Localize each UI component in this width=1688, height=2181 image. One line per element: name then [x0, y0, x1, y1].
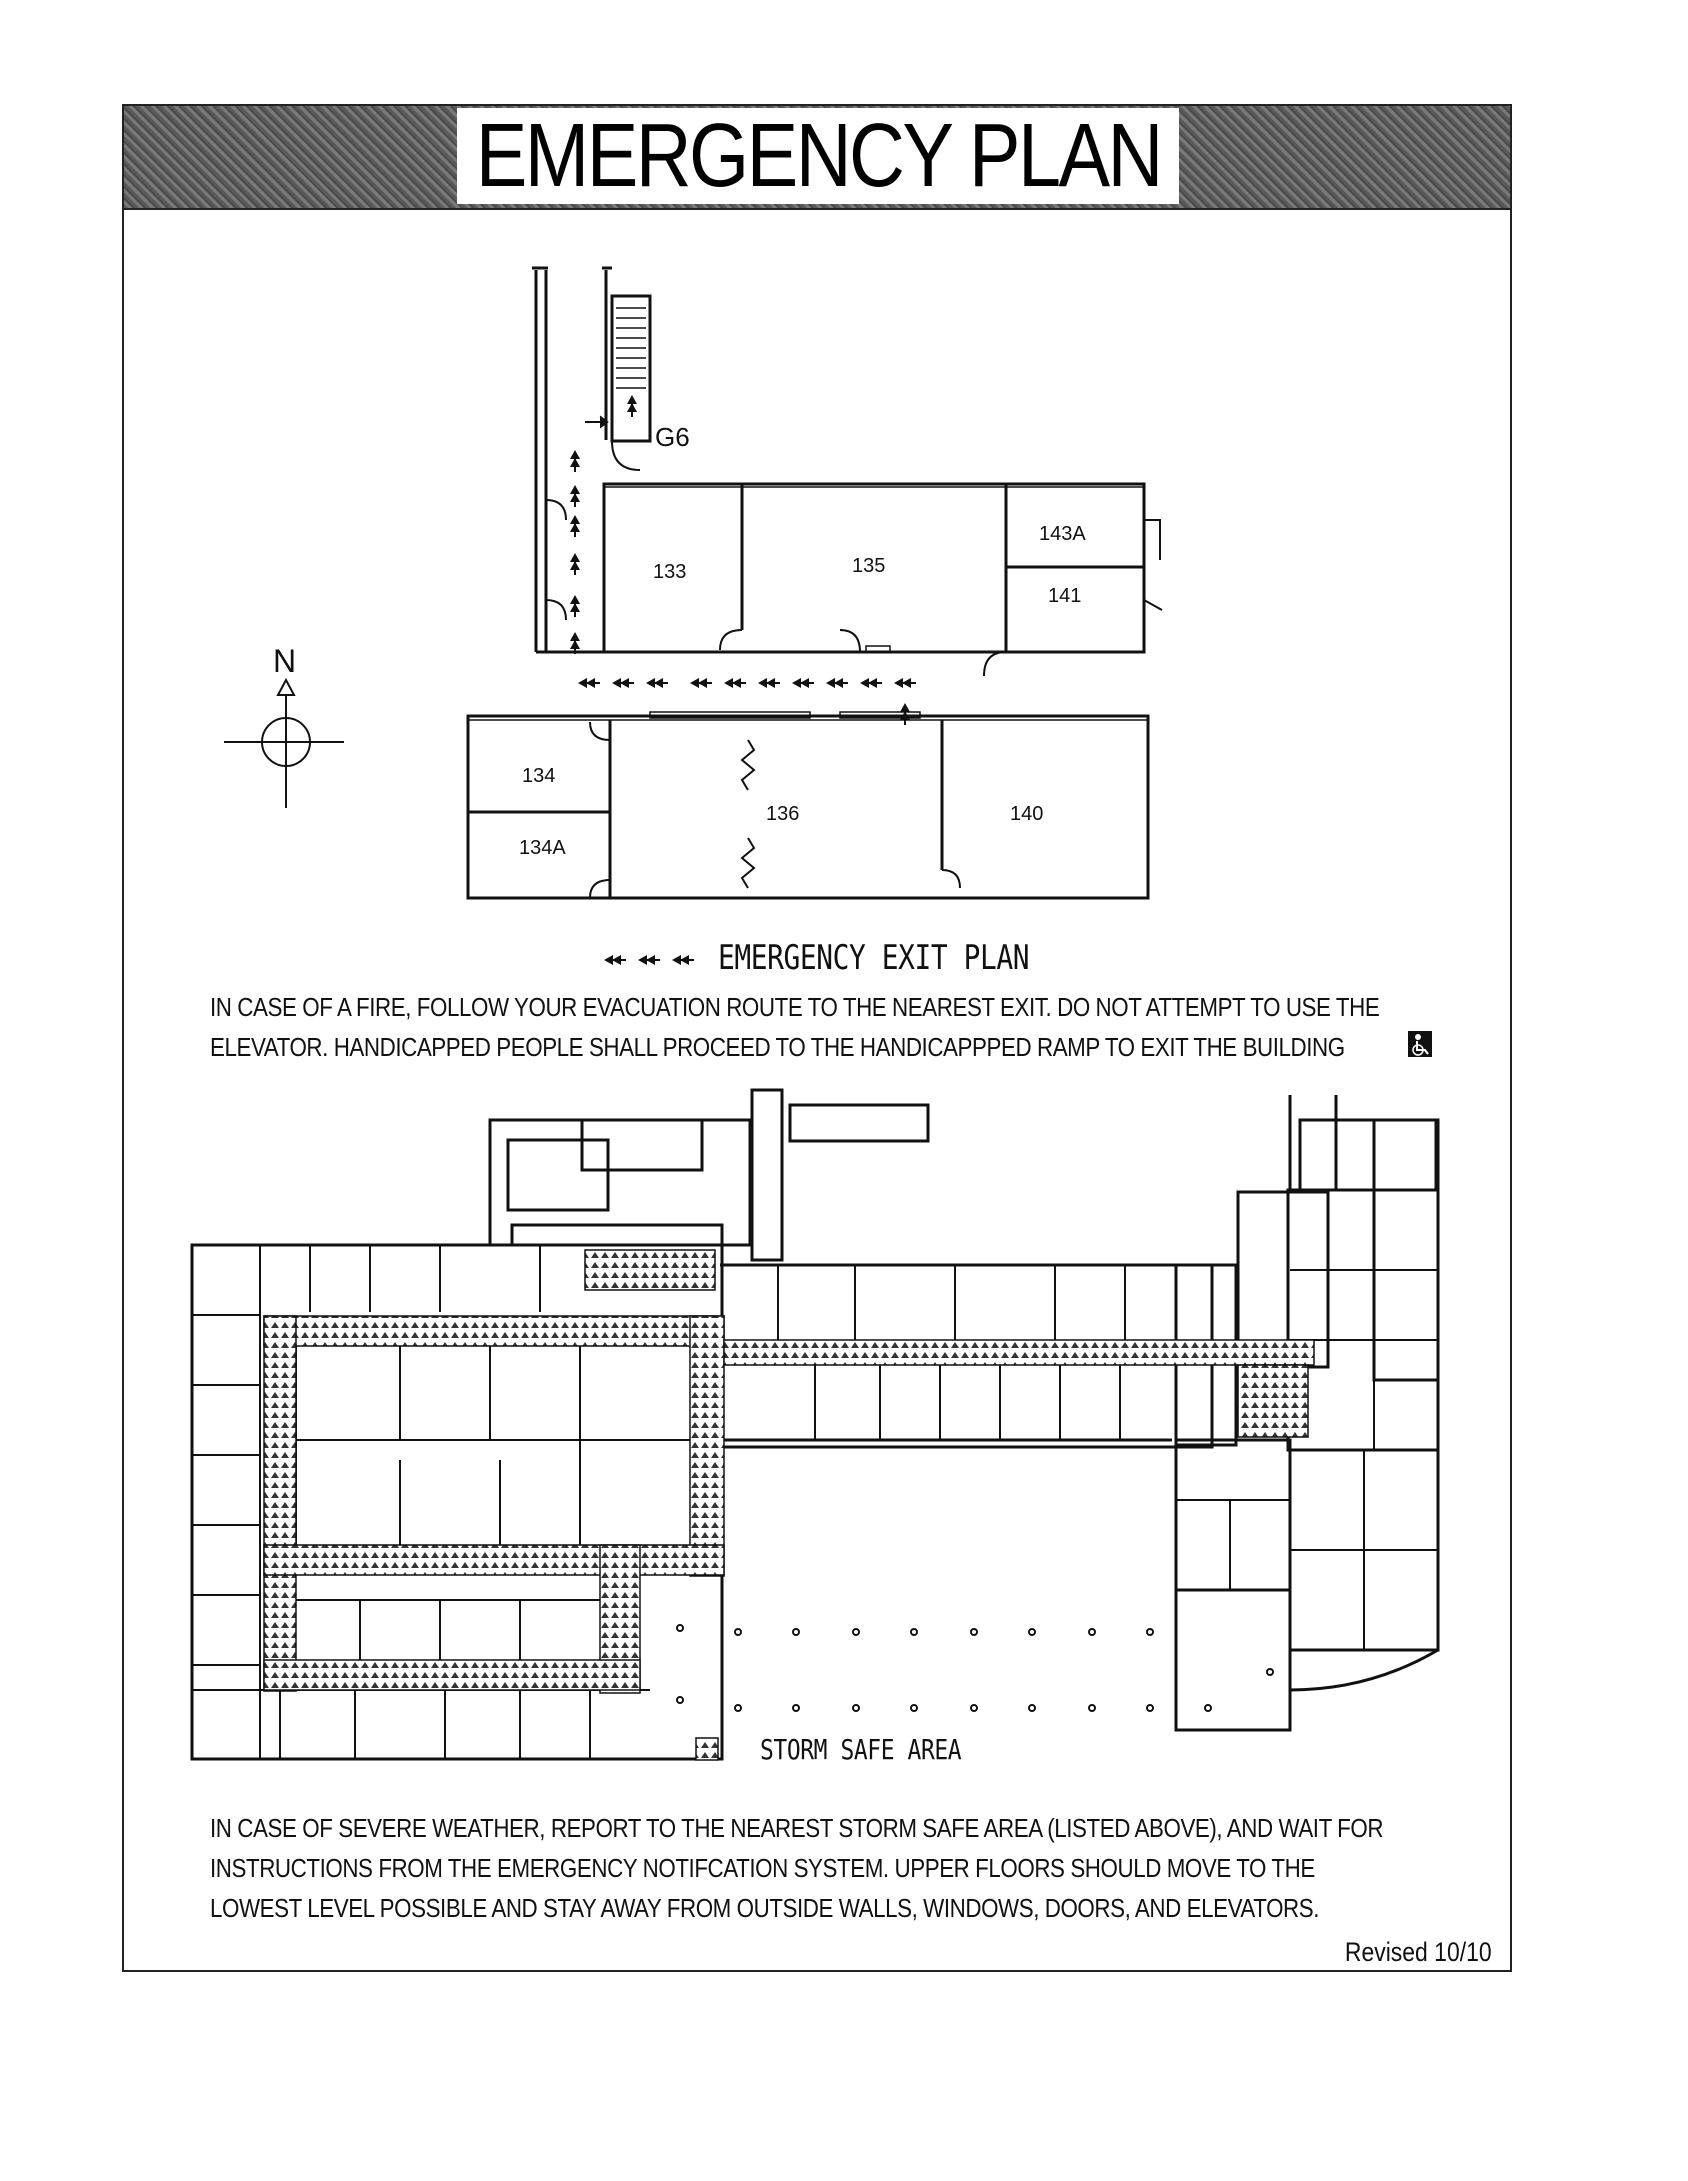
exit-arrow-icon [646, 678, 668, 688]
exit-arrow-icon [627, 395, 637, 417]
room-140: 140 [1010, 803, 1044, 825]
detail-floor-plan [468, 268, 1162, 898]
fire-instructions-line: IN CASE OF A FIRE, FOLLOW YOUR EVACUATION ROUTE TO THE NEAREST EXIT. DO NOT ATTEMPT TO USE THE [210, 992, 1380, 1022]
exit-arrow-icon [638, 955, 660, 965]
courtyard-dots [677, 1625, 1273, 1711]
weather-instructions-line: IN CASE OF SEVERE WEATHER, REPORT TO THE NEAREST STORM SAFE AREA (LISTED ABOVE), AND WAIT FOR [210, 1813, 1384, 1843]
exit-arrow-icon [900, 703, 910, 725]
exit-arrow-icon [792, 678, 814, 688]
exit-route-legend: EMERGENCY EXIT PLAN [718, 938, 1030, 978]
room-134a: 134A [519, 837, 566, 859]
exit-arrow-icon [758, 678, 780, 688]
stairs-icon [612, 296, 650, 470]
exit-arrow-icon [570, 485, 580, 507]
weather-instructions-line: INSTRUCTIONS FROM THE EMERGENCY NOTIFCATION SYSTEM. UPPER FLOORS SHOULD MOVE TO THE [210, 1853, 1315, 1883]
storm-safe-swatch [696, 1738, 718, 1760]
exit-arrow-icon [570, 553, 580, 575]
fire-instructions-line: ELEVATOR. HANDICAPPED PEOPLE SHALL PROCEED TO THE HANDICAPPPED RAMP TO EXIT THE BUILDING [210, 1032, 1345, 1062]
stair-label: G6 [655, 422, 690, 452]
wheelchair-icon [1408, 1031, 1432, 1057]
exit-arrow-icon [672, 955, 694, 965]
north-label: N [273, 643, 297, 679]
room-133: 133 [653, 561, 687, 583]
exit-arrow-icon [612, 678, 634, 688]
exit-arrow-icon [578, 678, 600, 688]
exit-arrow-icon [604, 955, 626, 965]
room-143a: 143A [1039, 523, 1086, 545]
exit-arrow-icon [860, 678, 882, 688]
north-arrow-icon [224, 680, 344, 808]
weather-instructions-line: LOWEST LEVEL POSSIBLE AND STAY AWAY FROM OUTSIDE WALLS, WINDOWS, DOORS, AND ELEVATORS. [210, 1893, 1320, 1923]
exit-arrow-icon [570, 450, 580, 472]
exit-arrow-icon [570, 515, 580, 537]
exit-arrow-icon [724, 678, 746, 688]
exit-arrow-icon [690, 678, 712, 688]
legend-exit-arrows [604, 955, 694, 965]
fire-instructions [210, 987, 1379, 1067]
page-title: EMERGENCY PLAN [475, 105, 1161, 206]
room-134: 134 [522, 765, 556, 787]
revision-date: Revised 10/10 [1345, 1937, 1492, 1967]
exit-arrow-icon [570, 595, 580, 617]
room-136: 136 [766, 803, 800, 825]
exit-arrow-icon [826, 678, 848, 688]
storm-safe-corridors [264, 1250, 1314, 1693]
storm-safe-legend: STORM SAFE AREA [760, 1733, 962, 1766]
exit-arrow-icon [894, 678, 916, 688]
room-135: 135 [852, 555, 886, 577]
weather-instructions [210, 1808, 1383, 1928]
room-141: 141 [1048, 585, 1082, 607]
